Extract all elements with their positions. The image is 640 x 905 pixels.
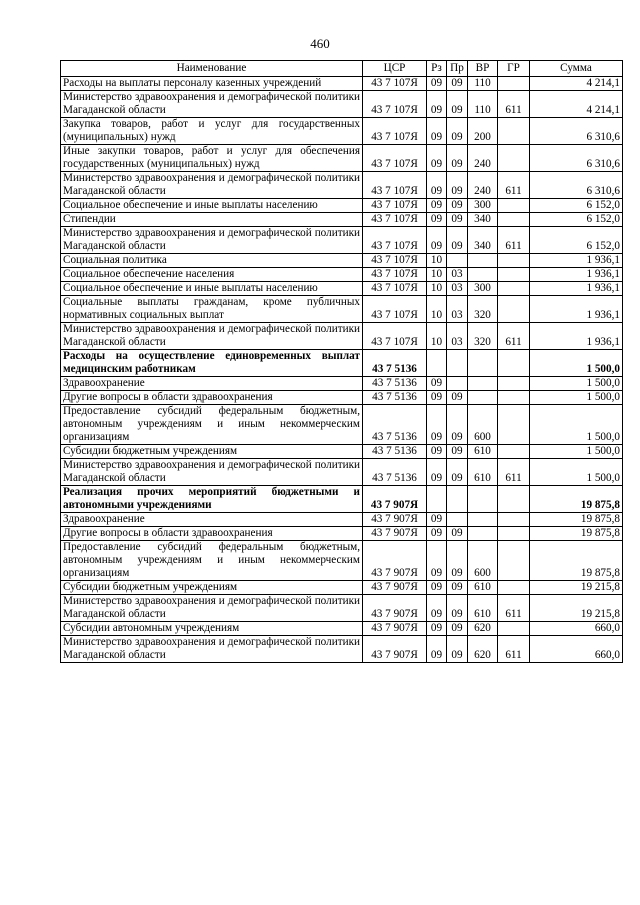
cell-sum: 1 936,1 — [530, 323, 623, 350]
cell-pr: 09 — [447, 172, 468, 199]
cell-sum: 19 875,8 — [530, 486, 623, 513]
header-rz: Рз — [427, 61, 447, 77]
cell-sum: 1 500,0 — [530, 405, 623, 445]
cell-rz: 09 — [427, 513, 447, 527]
cell-csr: 43 7 5136 — [363, 377, 427, 391]
cell-vr: 240 — [468, 172, 498, 199]
cell-vr: 240 — [468, 145, 498, 172]
cell-sum: 6 310,6 — [530, 145, 623, 172]
cell-rz: 09 — [427, 595, 447, 622]
cell-gr: 611 — [498, 227, 530, 254]
cell-csr: 43 7 107Я — [363, 199, 427, 213]
cell-pr: 09 — [447, 145, 468, 172]
cell-name: Социальные выплаты гражданам, кроме публичных нормативных социальных выплат — [61, 296, 363, 323]
cell-name: Реализация прочих мероприятий бюджетными и автономными учреждениями — [61, 486, 363, 513]
cell-gr — [498, 405, 530, 445]
cell-vr — [468, 350, 498, 377]
cell-name: Министерство здравоохранения и демографической политики Магаданской области — [61, 323, 363, 350]
cell-gr — [498, 622, 530, 636]
table-row — [61, 405, 623, 445]
cell-gr — [498, 377, 530, 391]
cell-pr — [447, 350, 468, 377]
cell-name: Министерство здравоохранения и демографической политики Магаданской области — [61, 227, 363, 254]
cell-name: Расходы на выплаты персоналу казенных учреждений — [61, 77, 363, 91]
cell-pr: 09 — [447, 459, 468, 486]
cell-gr — [498, 118, 530, 145]
cell-pr: 09 — [447, 527, 468, 541]
header-name: Наименование — [61, 61, 363, 77]
cell-sum: 19 215,8 — [530, 581, 623, 595]
cell-gr: 611 — [498, 636, 530, 663]
cell-rz: 09 — [427, 622, 447, 636]
cell-csr: 43 7 5136 — [363, 350, 427, 377]
cell-rz: 10 — [427, 323, 447, 350]
cell-vr — [468, 268, 498, 282]
cell-vr: 300 — [468, 282, 498, 296]
cell-vr — [468, 527, 498, 541]
table-row — [61, 199, 623, 213]
table-row — [61, 282, 623, 296]
cell-rz: 09 — [427, 541, 447, 581]
cell-sum: 6 152,0 — [530, 213, 623, 227]
cell-pr: 09 — [447, 595, 468, 622]
cell-rz: 09 — [427, 459, 447, 486]
header-vr: ВР — [468, 61, 498, 77]
cell-rz: 10 — [427, 268, 447, 282]
cell-vr — [468, 377, 498, 391]
cell-pr: 09 — [447, 213, 468, 227]
cell-gr: 611 — [498, 459, 530, 486]
cell-csr: 43 7 5136 — [363, 391, 427, 405]
cell-rz: 10 — [427, 282, 447, 296]
cell-csr: 43 7 907Я — [363, 541, 427, 581]
cell-sum: 1 500,0 — [530, 459, 623, 486]
table-row — [61, 459, 623, 486]
cell-vr — [468, 254, 498, 268]
cell-rz: 09 — [427, 445, 447, 459]
table-row — [61, 513, 623, 527]
cell-gr — [498, 541, 530, 581]
table-row — [61, 445, 623, 459]
cell-rz — [427, 350, 447, 377]
cell-csr: 43 7 107Я — [363, 77, 427, 91]
cell-name: Стипендии — [61, 213, 363, 227]
table-row — [61, 268, 623, 282]
cell-csr: 43 7 107Я — [363, 172, 427, 199]
cell-sum: 6 152,0 — [530, 199, 623, 213]
table-row — [61, 296, 623, 323]
header-pr: Пр — [447, 61, 468, 77]
cell-vr: 110 — [468, 91, 498, 118]
cell-gr — [498, 213, 530, 227]
table-row — [61, 213, 623, 227]
cell-pr: 03 — [447, 296, 468, 323]
cell-csr: 43 7 907Я — [363, 595, 427, 622]
table-row — [61, 581, 623, 595]
cell-name: Субсидии автономным учреждениям — [61, 622, 363, 636]
table-header-row — [61, 61, 623, 77]
cell-pr — [447, 377, 468, 391]
cell-sum: 19 875,8 — [530, 513, 623, 527]
cell-rz: 09 — [427, 227, 447, 254]
cell-rz: 09 — [427, 77, 447, 91]
cell-name: Министерство здравоохранения и демографической политики Магаданской области — [61, 459, 363, 486]
cell-pr — [447, 486, 468, 513]
cell-rz: 09 — [427, 636, 447, 663]
cell-pr: 09 — [447, 227, 468, 254]
table-row — [61, 172, 623, 199]
cell-csr: 43 7 5136 — [363, 445, 427, 459]
cell-pr: 09 — [447, 405, 468, 445]
table-row — [61, 254, 623, 268]
cell-sum: 19 215,8 — [530, 595, 623, 622]
cell-pr: 09 — [447, 581, 468, 595]
cell-gr — [498, 77, 530, 91]
page-number: 460 — [310, 36, 330, 51]
cell-sum: 1 936,1 — [530, 296, 623, 323]
cell-csr: 43 7 107Я — [363, 268, 427, 282]
cell-gr — [498, 581, 530, 595]
cell-name: Субсидии бюджетным учреждениям — [61, 445, 363, 459]
budget-table — [60, 60, 623, 663]
cell-vr — [468, 513, 498, 527]
cell-gr: 611 — [498, 172, 530, 199]
table-row — [61, 391, 623, 405]
cell-vr — [468, 486, 498, 513]
table-row — [61, 118, 623, 145]
cell-sum: 1 936,1 — [530, 282, 623, 296]
cell-pr: 09 — [447, 77, 468, 91]
cell-name: Закупка товаров, работ и услуг для государственных (муниципальных) нужд — [61, 118, 363, 145]
cell-pr: 09 — [447, 622, 468, 636]
cell-rz: 09 — [427, 527, 447, 541]
table-row — [61, 595, 623, 622]
cell-vr: 610 — [468, 595, 498, 622]
cell-gr — [498, 254, 530, 268]
cell-name: Здравоохранение — [61, 377, 363, 391]
cell-sum: 1 500,0 — [530, 377, 623, 391]
cell-sum: 4 214,1 — [530, 91, 623, 118]
cell-name: Другие вопросы в области здравоохранения — [61, 527, 363, 541]
cell-rz: 09 — [427, 199, 447, 213]
table-row — [61, 622, 623, 636]
table-row — [61, 350, 623, 377]
cell-sum: 6 152,0 — [530, 227, 623, 254]
cell-gr: 611 — [498, 91, 530, 118]
cell-sum: 1 936,1 — [530, 254, 623, 268]
cell-name: Социальное обеспечение населения — [61, 268, 363, 282]
cell-vr: 620 — [468, 622, 498, 636]
cell-sum: 660,0 — [530, 636, 623, 663]
cell-vr: 600 — [468, 541, 498, 581]
cell-sum: 1 936,1 — [530, 268, 623, 282]
cell-name: Социальное обеспечение и иные выплаты населению — [61, 282, 363, 296]
cell-pr — [447, 254, 468, 268]
cell-pr: 09 — [447, 199, 468, 213]
cell-pr: 03 — [447, 323, 468, 350]
cell-vr: 600 — [468, 405, 498, 445]
cell-vr: 610 — [468, 581, 498, 595]
cell-csr: 43 7 907Я — [363, 622, 427, 636]
cell-vr: 610 — [468, 445, 498, 459]
cell-name: Расходы на осуществление единовременных выплат медицинским работникам — [61, 350, 363, 377]
cell-rz: 09 — [427, 581, 447, 595]
cell-vr: 340 — [468, 227, 498, 254]
cell-csr: 43 7 907Я — [363, 513, 427, 527]
cell-name: Субсидии бюджетным учреждениям — [61, 581, 363, 595]
cell-sum: 6 310,6 — [530, 172, 623, 199]
table-row — [61, 323, 623, 350]
cell-gr — [498, 282, 530, 296]
cell-sum: 1 500,0 — [530, 350, 623, 377]
cell-pr: 03 — [447, 282, 468, 296]
cell-name: Социальное обеспечение и иные выплаты населению — [61, 199, 363, 213]
cell-csr: 43 7 107Я — [363, 91, 427, 118]
cell-vr: 300 — [468, 199, 498, 213]
cell-csr: 43 7 107Я — [363, 227, 427, 254]
cell-csr: 43 7 907Я — [363, 527, 427, 541]
cell-sum: 1 500,0 — [530, 445, 623, 459]
cell-csr: 43 7 907Я — [363, 581, 427, 595]
cell-vr: 610 — [468, 459, 498, 486]
cell-pr: 03 — [447, 268, 468, 282]
table-row — [61, 377, 623, 391]
table-row — [61, 227, 623, 254]
cell-csr: 43 7 107Я — [363, 213, 427, 227]
cell-rz: 09 — [427, 377, 447, 391]
header-csr: ЦСР — [363, 61, 427, 77]
table-row — [61, 145, 623, 172]
cell-sum: 660,0 — [530, 622, 623, 636]
cell-vr: 340 — [468, 213, 498, 227]
cell-gr — [498, 268, 530, 282]
cell-vr — [468, 391, 498, 405]
cell-name: Министерство здравоохранения и демографической политики Магаданской области — [61, 172, 363, 199]
cell-sum: 4 214,1 — [530, 77, 623, 91]
table-row — [61, 636, 623, 663]
cell-vr: 320 — [468, 323, 498, 350]
cell-csr: 43 7 5136 — [363, 405, 427, 445]
cell-gr — [498, 145, 530, 172]
table-row — [61, 77, 623, 91]
cell-sum: 19 875,8 — [530, 541, 623, 581]
table-body — [61, 77, 623, 663]
cell-csr: 43 7 107Я — [363, 254, 427, 268]
cell-pr: 09 — [447, 636, 468, 663]
cell-csr: 43 7 107Я — [363, 323, 427, 350]
cell-gr — [498, 527, 530, 541]
cell-name: Социальная политика — [61, 254, 363, 268]
cell-rz: 09 — [427, 213, 447, 227]
cell-pr: 09 — [447, 118, 468, 145]
cell-rz: 09 — [427, 145, 447, 172]
cell-rz: 09 — [427, 91, 447, 118]
cell-rz: 10 — [427, 254, 447, 268]
cell-rz: 09 — [427, 172, 447, 199]
cell-rz: 09 — [427, 405, 447, 445]
cell-gr — [498, 513, 530, 527]
cell-sum: 1 500,0 — [530, 391, 623, 405]
cell-pr — [447, 513, 468, 527]
cell-sum: 19 875,8 — [530, 527, 623, 541]
cell-name: Иные закупки товаров, работ и услуг для обеспечения государственных (муниципальных) нужд — [61, 145, 363, 172]
cell-csr: 43 7 107Я — [363, 118, 427, 145]
cell-name: Министерство здравоохранения и демографической политики Магаданской области — [61, 595, 363, 622]
cell-csr: 43 7 907Я — [363, 636, 427, 663]
cell-pr: 09 — [447, 541, 468, 581]
cell-sum: 6 310,6 — [530, 118, 623, 145]
table-row — [61, 527, 623, 541]
cell-gr: 611 — [498, 323, 530, 350]
cell-vr: 620 — [468, 636, 498, 663]
cell-gr — [498, 296, 530, 323]
cell-name: Здравоохранение — [61, 513, 363, 527]
cell-rz: 10 — [427, 296, 447, 323]
cell-gr: 611 — [498, 595, 530, 622]
cell-rz — [427, 486, 447, 513]
cell-name: Другие вопросы в области здравоохранения — [61, 391, 363, 405]
cell-csr: 43 7 107Я — [363, 282, 427, 296]
cell-csr: 43 7 107Я — [363, 296, 427, 323]
cell-vr: 110 — [468, 77, 498, 91]
header-sum: Сумма — [530, 61, 623, 77]
table-row — [61, 91, 623, 118]
cell-rz: 09 — [427, 118, 447, 145]
cell-csr: 43 7 107Я — [363, 145, 427, 172]
cell-gr — [498, 391, 530, 405]
cell-rz: 09 — [427, 391, 447, 405]
header-gr: ГР — [498, 61, 530, 77]
cell-name: Министерство здравоохранения и демографической политики Магаданской области — [61, 91, 363, 118]
cell-csr: 43 7 907Я — [363, 486, 427, 513]
table-row — [61, 486, 623, 513]
cell-vr: 320 — [468, 296, 498, 323]
cell-gr — [498, 199, 530, 213]
cell-name: Предоставление субсидий федеральным бюджетным, автономным учреждениям и иным некоммерческим организациям — [61, 405, 363, 445]
cell-gr — [498, 486, 530, 513]
cell-gr — [498, 445, 530, 459]
cell-pr: 09 — [447, 445, 468, 459]
cell-vr: 200 — [468, 118, 498, 145]
cell-pr: 09 — [447, 91, 468, 118]
cell-pr: 09 — [447, 391, 468, 405]
cell-gr — [498, 350, 530, 377]
table-row — [61, 541, 623, 581]
cell-csr: 43 7 5136 — [363, 459, 427, 486]
cell-name: Предоставление субсидий федеральным бюджетным, автономным учреждениям и иным некоммерческим организациям — [61, 541, 363, 581]
cell-name: Министерство здравоохранения и демографической политики Магаданской области — [61, 636, 363, 663]
